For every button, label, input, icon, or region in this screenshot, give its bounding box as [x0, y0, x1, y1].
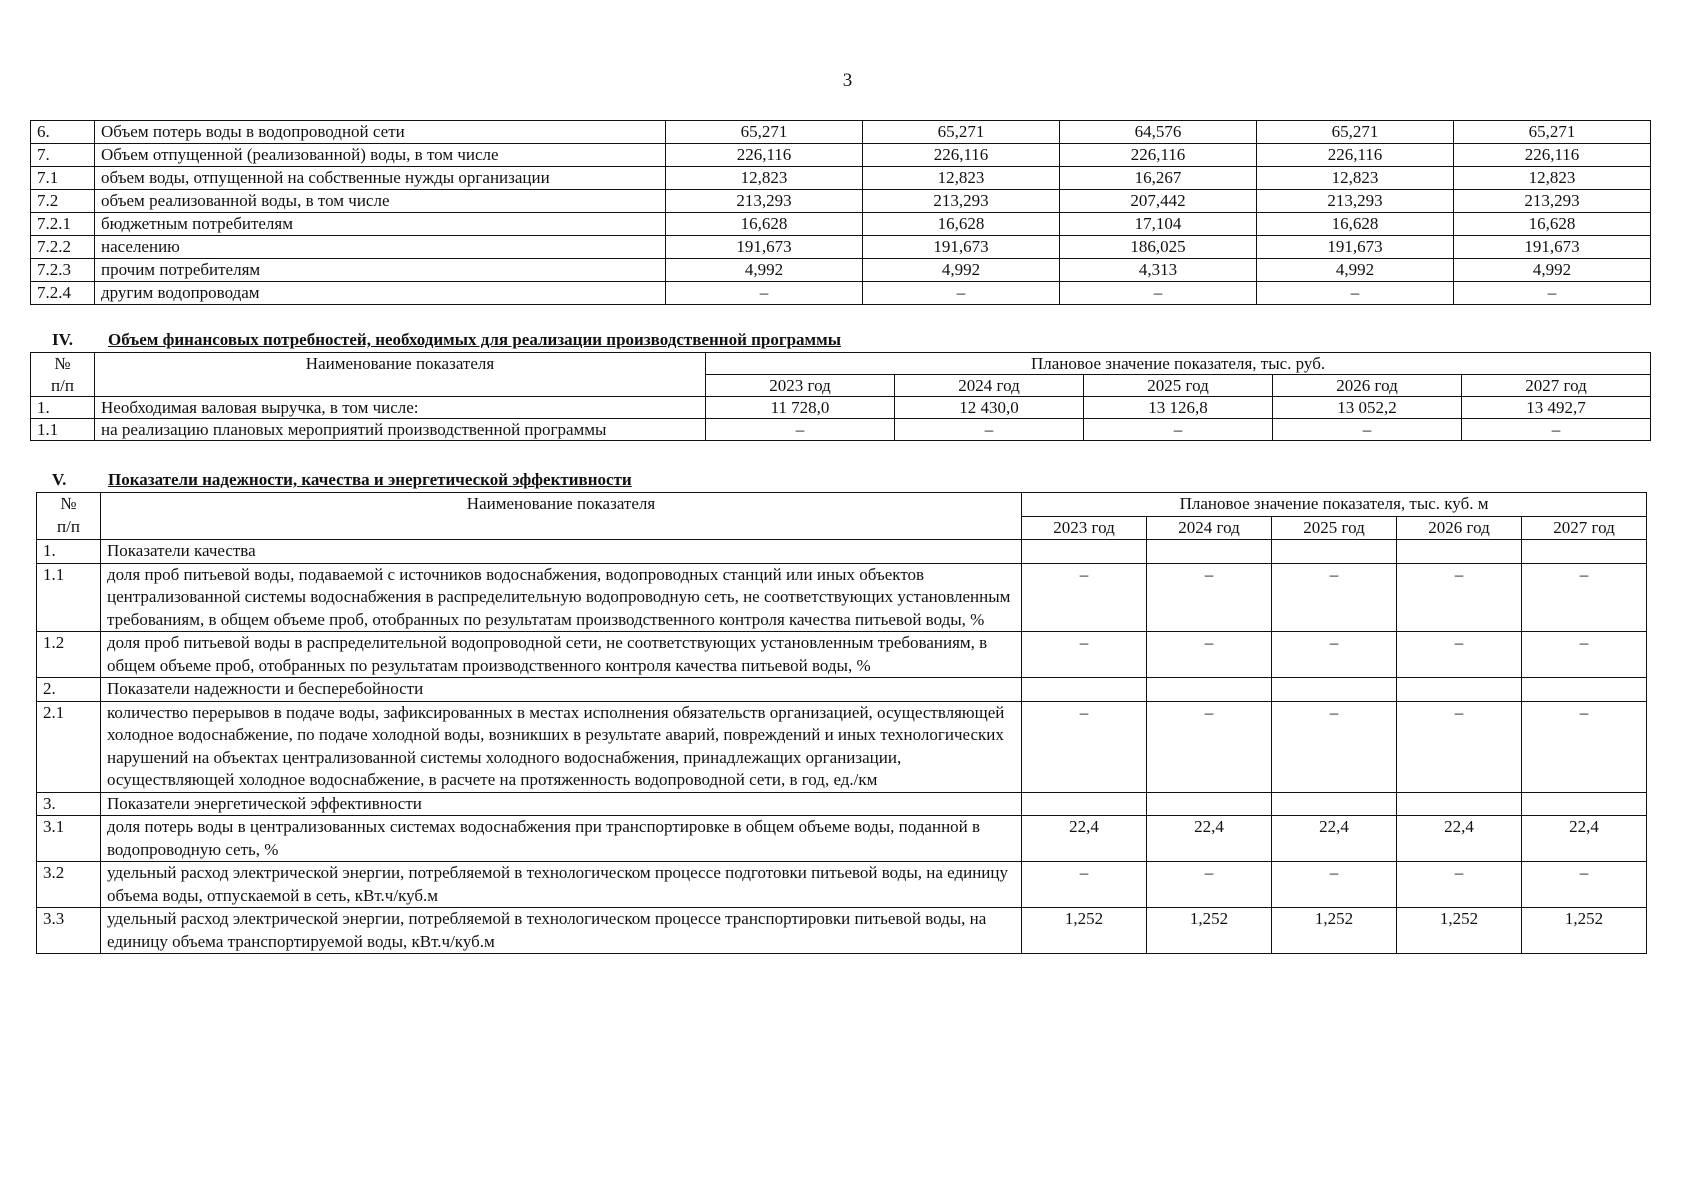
row-name: другим водопроводам — [95, 282, 666, 305]
row-value — [1522, 792, 1647, 816]
row-value: – — [1522, 701, 1647, 792]
row-value: – — [1060, 282, 1257, 305]
row-value: – — [1147, 862, 1272, 908]
header-num: № — [37, 493, 101, 517]
header-year: 2025 год — [1272, 516, 1397, 540]
row-value: 4,992 — [863, 259, 1060, 282]
row-name: объем реализованной воды, в том числе — [95, 190, 666, 213]
row-number: 7.2.2 — [31, 236, 95, 259]
volume-table — [30, 120, 1651, 305]
row-value: – — [1522, 563, 1647, 632]
row-name: количество перерывов в подаче воды, зафиксированных в местах исполнения обязательств организацией, осуществляющей холодное водоснабжение, по подаче холодной воды, возникших в результате аварий, повреждений и иных технологических нарушений на объектах централизованной системы холодного водоснабжения, принадлежащих организации, осуществляющей холодное водоснабжение, в расчете на протяженность водопроводной сети, в год, ед./км — [101, 701, 1022, 792]
row-value: – — [1022, 563, 1147, 632]
table-row — [37, 908, 1647, 954]
row-value: 13 052,2 — [1273, 397, 1462, 419]
row-name: Показатели надежности и бесперебойности — [101, 678, 1022, 702]
row-value: 1,252 — [1397, 908, 1522, 954]
row-value: 4,992 — [666, 259, 863, 282]
table-row — [37, 816, 1647, 862]
row-value: 191,673 — [666, 236, 863, 259]
row-name: на реализацию плановых мероприятий производственной программы — [95, 419, 706, 441]
header-year: 2027 год — [1522, 516, 1647, 540]
table-row — [31, 121, 1651, 144]
row-value: – — [1272, 563, 1397, 632]
header-name: Наименование показателя — [95, 353, 706, 397]
header-year: 2025 год — [1084, 375, 1273, 397]
row-value: – — [1397, 701, 1522, 792]
row-value: 64,576 — [1060, 121, 1257, 144]
table-row — [37, 678, 1647, 702]
header-year: 2026 год — [1273, 375, 1462, 397]
reliability-indicators-table — [36, 492, 1647, 954]
table-row — [31, 282, 1651, 305]
row-value: 16,628 — [1454, 213, 1651, 236]
table-row — [31, 144, 1651, 167]
table-row — [31, 236, 1651, 259]
row-value: – — [1147, 632, 1272, 678]
row-name: доля проб питьевой воды, подаваемой с источников водоснабжения, водопроводных станций или иных объектов централизованной системы водоснабжения в распределительную водопроводную сеть, не соответствующих установленным требованиям, в общем объеме проб, отобранных по результатам производственного контроля качества питьевой воды, % — [101, 563, 1022, 632]
row-value: – — [1272, 862, 1397, 908]
row-value: 207,442 — [1060, 190, 1257, 213]
row-value: – — [1522, 862, 1647, 908]
row-value — [1397, 540, 1522, 564]
row-value: – — [1273, 419, 1462, 441]
volume-table-body — [31, 121, 1651, 305]
row-value: 226,116 — [1454, 144, 1651, 167]
row-value: 1,252 — [1272, 908, 1397, 954]
header-year: 2024 год — [1147, 516, 1272, 540]
row-name: объем воды, отпущенной на собственные нужды организации — [95, 167, 666, 190]
table-row — [31, 190, 1651, 213]
row-name: населению — [95, 236, 666, 259]
row-value: 12,823 — [1257, 167, 1454, 190]
row-name: Показатели энергетической эффективности — [101, 792, 1022, 816]
row-value: – — [1397, 862, 1522, 908]
table-row — [31, 397, 1651, 419]
row-number: 3.3 — [37, 908, 101, 954]
row-value: 226,116 — [1060, 144, 1257, 167]
row-value: 226,116 — [1257, 144, 1454, 167]
row-number: 3.1 — [37, 816, 101, 862]
reliability-indicators-table-body — [37, 540, 1647, 954]
row-value: 65,271 — [1257, 121, 1454, 144]
section-v-number: V. — [52, 470, 67, 489]
row-value: – — [666, 282, 863, 305]
row-value: 191,673 — [1454, 236, 1651, 259]
row-value: – — [895, 419, 1084, 441]
table-row — [37, 563, 1647, 632]
row-value: 16,628 — [666, 213, 863, 236]
row-number: 3.2 — [37, 862, 101, 908]
table-row — [37, 701, 1647, 792]
table-header-row — [37, 493, 1647, 517]
row-value: 13 126,8 — [1084, 397, 1273, 419]
row-value: 213,293 — [1257, 190, 1454, 213]
page-number: 3 — [842, 70, 853, 91]
row-value: 65,271 — [666, 121, 863, 144]
row-value: 16,628 — [1257, 213, 1454, 236]
financial-needs-table-body — [31, 397, 1651, 441]
section-v-heading — [52, 470, 632, 490]
row-value: 191,673 — [1257, 236, 1454, 259]
row-value: 12,823 — [666, 167, 863, 190]
row-value: 186,025 — [1060, 236, 1257, 259]
header-year: 2023 год — [706, 375, 895, 397]
row-value: 13 492,7 — [1462, 397, 1651, 419]
header-year: 2024 год — [895, 375, 1084, 397]
row-number: 1.2 — [37, 632, 101, 678]
section-v-title: Показатели надежности, качества и энергетической эффективности — [108, 470, 632, 489]
row-value — [1522, 678, 1647, 702]
table-row — [37, 632, 1647, 678]
row-value — [1272, 540, 1397, 564]
row-value: 22,4 — [1397, 816, 1522, 862]
row-value: 1,252 — [1022, 908, 1147, 954]
row-name: Необходимая валовая выручка, в том числе: — [95, 397, 706, 419]
row-value: – — [1022, 701, 1147, 792]
row-number: 2.1 — [37, 701, 101, 792]
row-value: 213,293 — [863, 190, 1060, 213]
row-value — [1022, 540, 1147, 564]
row-name: Объем потерь воды в водопроводной сети — [95, 121, 666, 144]
row-name: доля проб питьевой воды в распределительной водопроводной сети, не соответствующих установленным требованиям, в общем объеме проб, отобранных по результатам производственного контроля качества питьевой воды, % — [101, 632, 1022, 678]
row-value: – — [1454, 282, 1651, 305]
row-value: 4,992 — [1257, 259, 1454, 282]
row-value: – — [1397, 563, 1522, 632]
row-value: 65,271 — [1454, 121, 1651, 144]
row-value: – — [863, 282, 1060, 305]
row-value — [1022, 792, 1147, 816]
row-value: – — [1084, 419, 1273, 441]
row-number: 7.2.1 — [31, 213, 95, 236]
section-iv-number: IV. — [52, 330, 73, 349]
row-value: 17,104 — [1060, 213, 1257, 236]
row-name: Показатели качества — [101, 540, 1022, 564]
row-value: 191,673 — [863, 236, 1060, 259]
row-value — [1397, 792, 1522, 816]
row-value: – — [1272, 632, 1397, 678]
row-value: 213,293 — [666, 190, 863, 213]
row-name: удельный расход электрической энергии, потребляемой в технологическом процессе подготовки питьевой воды, на единицу объема воды, отпускаемой в сеть, кВт.ч/куб.м — [101, 862, 1022, 908]
row-value: 16,267 — [1060, 167, 1257, 190]
table-header-row — [31, 353, 1651, 375]
row-value: 226,116 — [863, 144, 1060, 167]
table-row — [31, 213, 1651, 236]
row-value: 22,4 — [1522, 816, 1647, 862]
row-value: 1,252 — [1522, 908, 1647, 954]
header-year: 2027 год — [1462, 375, 1651, 397]
table-row — [37, 792, 1647, 816]
row-number: 7.1 — [31, 167, 95, 190]
section-iv-title: Объем финансовых потребностей, необходимых для реализации производственной программы — [108, 330, 841, 349]
row-value: – — [1147, 701, 1272, 792]
row-number: 1. — [31, 397, 95, 419]
row-value — [1522, 540, 1647, 564]
header-num-2: п/п — [37, 516, 101, 540]
section-iv-heading — [52, 330, 841, 350]
row-value: 1,252 — [1147, 908, 1272, 954]
table-row — [31, 419, 1651, 441]
row-value: 22,4 — [1022, 816, 1147, 862]
row-number: 7.2.3 — [31, 259, 95, 282]
row-number: 1.1 — [31, 419, 95, 441]
header-num-2: п/п — [31, 375, 95, 397]
row-name: прочим потребителям — [95, 259, 666, 282]
table-row — [37, 862, 1647, 908]
financial-needs-table — [30, 352, 1651, 441]
row-value: 213,293 — [1454, 190, 1651, 213]
row-name: удельный расход электрической энергии, потребляемой в технологическом процессе транспортировки питьевой воды, на единицу объема транспортируемой воды, кВт.ч/куб.м — [101, 908, 1022, 954]
row-value: – — [1272, 701, 1397, 792]
header-plan: Плановое значение показателя, тыс. руб. — [706, 353, 1651, 375]
table-row — [37, 540, 1647, 564]
row-number: 3. — [37, 792, 101, 816]
row-value — [1272, 792, 1397, 816]
row-value: – — [1522, 632, 1647, 678]
header-year: 2026 год — [1397, 516, 1522, 540]
header-plan: Плановое значение показателя, тыс. куб. м — [1022, 493, 1647, 517]
row-value: 22,4 — [1272, 816, 1397, 862]
row-number: 2. — [37, 678, 101, 702]
row-value: 4,313 — [1060, 259, 1257, 282]
table-row — [31, 259, 1651, 282]
row-value — [1022, 678, 1147, 702]
row-value: – — [1022, 632, 1147, 678]
row-value: 11 728,0 — [706, 397, 895, 419]
row-value: 12,823 — [863, 167, 1060, 190]
row-name: Объем отпущенной (реализованной) воды, в том числе — [95, 144, 666, 167]
row-name: бюджетным потребителям — [95, 213, 666, 236]
row-value — [1272, 678, 1397, 702]
row-value — [1147, 678, 1272, 702]
row-value: – — [1462, 419, 1651, 441]
row-value — [1147, 540, 1272, 564]
row-number: 1.1 — [37, 563, 101, 632]
header-name: Наименование показателя — [101, 493, 1022, 540]
row-value: – — [1257, 282, 1454, 305]
row-number: 6. — [31, 121, 95, 144]
row-value: – — [706, 419, 895, 441]
row-number: 7.2.4 — [31, 282, 95, 305]
row-value: – — [1022, 862, 1147, 908]
row-number: 1. — [37, 540, 101, 564]
row-value — [1147, 792, 1272, 816]
row-value: 16,628 — [863, 213, 1060, 236]
row-value: 12,823 — [1454, 167, 1651, 190]
row-value: 65,271 — [863, 121, 1060, 144]
row-value — [1397, 678, 1522, 702]
header-num: № — [31, 353, 95, 375]
row-name: доля потерь воды в централизованных системах водоснабжения при транспортировке в общем объеме воды, поданной в водопроводную сеть, % — [101, 816, 1022, 862]
row-number: 7.2 — [31, 190, 95, 213]
table-row — [31, 167, 1651, 190]
row-value: 226,116 — [666, 144, 863, 167]
row-value: – — [1147, 563, 1272, 632]
row-value: – — [1397, 632, 1522, 678]
header-year: 2023 год — [1022, 516, 1147, 540]
row-number: 7. — [31, 144, 95, 167]
row-value: 12 430,0 — [895, 397, 1084, 419]
row-value: 22,4 — [1147, 816, 1272, 862]
row-value: 4,992 — [1454, 259, 1651, 282]
